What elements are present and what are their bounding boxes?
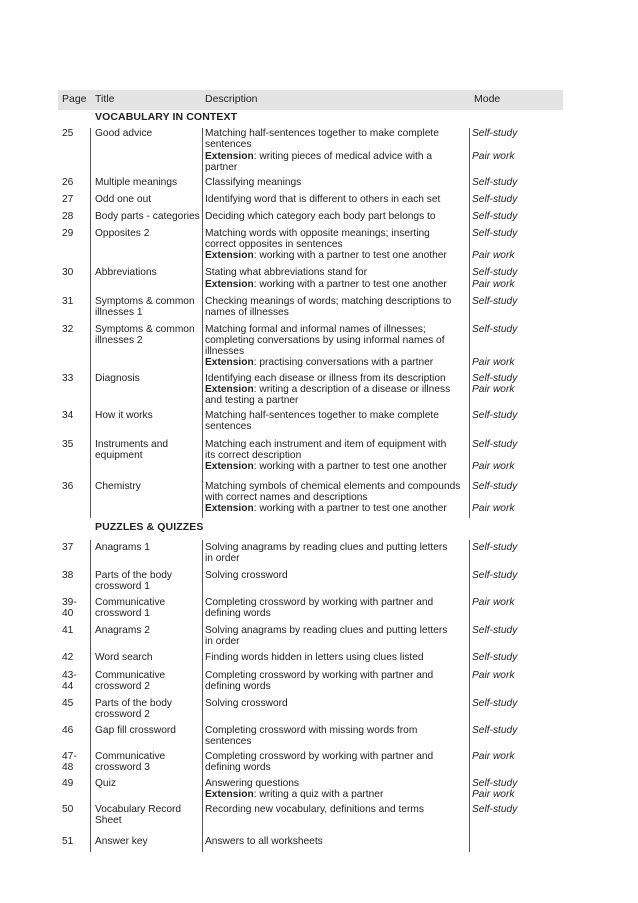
row-page: 32 — [62, 324, 74, 335]
row-page: 43- 44 — [62, 670, 77, 692]
row-page: 27 — [62, 194, 74, 205]
row-extension — [205, 384, 469, 406]
row-title: Anagrams 1 — [95, 542, 150, 553]
row-description: Deciding which category each body part belongs to — [205, 211, 436, 222]
row-title: Symptoms & common illnesses 2 — [95, 324, 195, 346]
row-description: Matching words with opposite meanings; inserting correct opposites in sentences — [205, 228, 430, 250]
row-mode: Self-study — [472, 725, 518, 736]
row-mode: Self-study — [472, 267, 518, 278]
extension-text: : writing pieces of medical advice with a partner — [205, 151, 433, 173]
row-description: Solving anagrams by reading clues and putting letters in order — [205, 542, 448, 564]
extension-text: : writing a description of a disease or illness and testing a partner — [205, 384, 451, 406]
row-description: Matching formal and informal names of illnesses; completing conversations by using informal names of illnesses — [205, 324, 445, 357]
row-description: Checking meanings of words; matching descriptions to names of illnesses — [205, 296, 452, 318]
row-page: 47- 48 — [62, 751, 77, 773]
header-page: Page — [62, 93, 87, 105]
row-title: Diagnosis — [95, 373, 140, 384]
row-description: Completing crossword with missing words from sentences — [205, 725, 418, 747]
extension-text: : working with a partner to test one another — [253, 461, 447, 472]
extension-label: Extension — [205, 151, 254, 162]
section-heading: PUZZLES & QUIZZES — [95, 521, 204, 533]
row-description: Matching symbols of chemical elements and compounds with correct names and descriptions — [205, 481, 461, 503]
extension-label: Extension — [205, 384, 254, 395]
row-extension — [205, 151, 469, 173]
row-mode: Self-study — [472, 570, 518, 581]
row-page: 39- 40 — [62, 597, 77, 619]
row-extension-mode: Pair work — [472, 250, 515, 261]
extension-text: : working with a partner to test one another — [253, 279, 447, 290]
row-title: Good advice — [95, 128, 153, 139]
row-title: Instruments and equipment — [95, 439, 169, 461]
row-extension-mode: Pair work — [472, 461, 515, 472]
row-extension-mode: Pair work — [472, 151, 515, 162]
row-description: Matching half-sentences together to make complete sentences — [205, 128, 439, 150]
row-mode: Pair work — [472, 597, 515, 608]
row-description: Solving anagrams by reading clues and putting letters in order — [205, 625, 448, 647]
row-title: Gap fill crossword — [95, 725, 176, 736]
row-extension — [205, 250, 469, 261]
row-description: Completing crossword by working with partner and defining words — [205, 670, 434, 692]
row-mode: Pair work — [472, 670, 515, 681]
row-mode: Self-study — [472, 177, 518, 188]
extension-text: : working with a partner to test one another — [253, 503, 447, 514]
row-page: 33 — [62, 373, 74, 384]
row-page: 35 — [62, 439, 74, 450]
row-mode: Self-study — [472, 410, 518, 421]
row-page: 34 — [62, 410, 74, 421]
row-page: 28 — [62, 211, 74, 222]
row-mode: Self-study — [472, 228, 518, 239]
row-title: Parts of the body crossword 2 — [95, 698, 173, 720]
row-title: Communicative crossword 3 — [95, 751, 166, 773]
extension-text: : writing a quiz with a partner — [253, 789, 384, 800]
row-page: 45 — [62, 698, 74, 709]
row-mode: Self-study — [472, 296, 518, 307]
row-description: Stating what abbreviations stand for — [205, 267, 367, 278]
row-title: Quiz — [95, 778, 116, 789]
row-mode: Self-study — [472, 652, 518, 663]
row-title: Vocabulary Record Sheet — [95, 804, 182, 826]
table-header — [58, 90, 563, 110]
row-description: Classifying meanings — [205, 177, 302, 188]
row-page: 30 — [62, 267, 74, 278]
row-extension-mode: Pair work — [472, 279, 515, 290]
extension-text: : practising conversations with a partner — [253, 357, 434, 368]
row-mode: Self-study — [472, 481, 518, 492]
row-extension — [205, 357, 469, 368]
row-page: 29 — [62, 228, 74, 239]
header-title: Title — [95, 93, 115, 105]
extension-label: Extension — [205, 461, 254, 472]
row-extension — [205, 279, 469, 290]
row-title: Communicative crossword 2 — [95, 670, 166, 692]
row-title: Word search — [95, 652, 153, 663]
row-page: 49 — [62, 778, 74, 789]
row-title: Multiple meanings — [95, 177, 178, 188]
row-mode: Self-study — [472, 698, 518, 709]
row-description: Finding words hidden in letters using clues listed — [205, 652, 424, 663]
row-title: Answer key — [95, 836, 148, 847]
extension-label: Extension — [205, 357, 254, 368]
row-extension — [205, 789, 469, 800]
row-description: Matching each instrument and item of equipment with its correct description — [205, 439, 447, 461]
header-description: Description — [205, 93, 258, 105]
extension-label: Extension — [205, 279, 254, 290]
row-page: 38 — [62, 570, 74, 581]
row-description: Identifying each disease or illness from its description — [205, 373, 446, 384]
row-description: Solving crossword — [205, 698, 288, 709]
row-extension — [205, 503, 469, 514]
row-title: Abbreviations — [95, 267, 157, 278]
extension-text: : working with a partner to test one another — [253, 250, 447, 261]
row-extension-mode: Pair work — [472, 503, 515, 514]
row-mode: Self-study — [472, 778, 518, 789]
row-page: 25 — [62, 128, 74, 139]
row-extension-mode: Pair work — [472, 384, 515, 395]
row-mode: Self-study — [472, 211, 518, 222]
row-title: Parts of the body crossword 1 — [95, 570, 173, 592]
row-mode: Pair work — [472, 751, 515, 762]
column-divider — [469, 540, 470, 852]
row-extension-mode: Pair work — [472, 357, 515, 368]
row-description: Solving crossword — [205, 570, 288, 581]
row-title: Chemistry — [95, 481, 141, 492]
row-mode: Self-study — [472, 625, 518, 636]
row-mode: Self-study — [472, 804, 518, 815]
row-title: Symptoms & common illnesses 1 — [95, 296, 195, 318]
row-extension — [205, 461, 469, 472]
header-mode: Mode — [474, 93, 501, 105]
row-page: 46 — [62, 725, 74, 736]
row-page: 31 — [62, 296, 74, 307]
row-title: Communicative crossword 1 — [95, 597, 166, 619]
row-mode: Self-study — [472, 373, 518, 384]
extension-label: Extension — [205, 789, 254, 800]
extension-label: Extension — [205, 503, 254, 514]
row-mode: Self-study — [472, 542, 518, 553]
row-page: 36 — [62, 481, 74, 492]
row-title: Opposites 2 — [95, 228, 150, 239]
row-mode: Self-study — [472, 324, 518, 335]
row-page: 26 — [62, 177, 74, 188]
row-extension-mode: Pair work — [472, 789, 515, 800]
row-title: Odd one out — [95, 194, 152, 205]
extension-label: Extension — [205, 250, 254, 261]
row-title: How it works — [95, 410, 153, 421]
row-title: Body parts - categories — [95, 211, 200, 222]
row-page: 42 — [62, 652, 74, 663]
row-description: Answering questions — [205, 778, 300, 789]
row-mode: Self-study — [472, 439, 518, 450]
column-divider — [469, 128, 470, 518]
row-description: Completing crossword by working with partner and defining words — [205, 751, 434, 773]
row-mode: Self-study — [472, 194, 518, 205]
row-description: Answers to all worksheets — [205, 836, 323, 847]
section-heading: VOCABULARY IN CONTEXT — [95, 111, 238, 123]
row-description: Recording new vocabulary, definitions and terms — [205, 804, 424, 815]
row-title: Anagrams 2 — [95, 625, 150, 636]
row-description: Identifying word that is different to others in each set — [205, 194, 441, 205]
row-page: 51 — [62, 836, 74, 847]
row-description: Matching half-sentences together to make complete sentences — [205, 410, 439, 432]
row-page: 50 — [62, 804, 74, 815]
row-description: Completing crossword by working with partner and defining words — [205, 597, 434, 619]
row-page: 37 — [62, 542, 74, 553]
row-page: 41 — [62, 625, 74, 636]
row-mode: Self-study — [472, 128, 518, 139]
